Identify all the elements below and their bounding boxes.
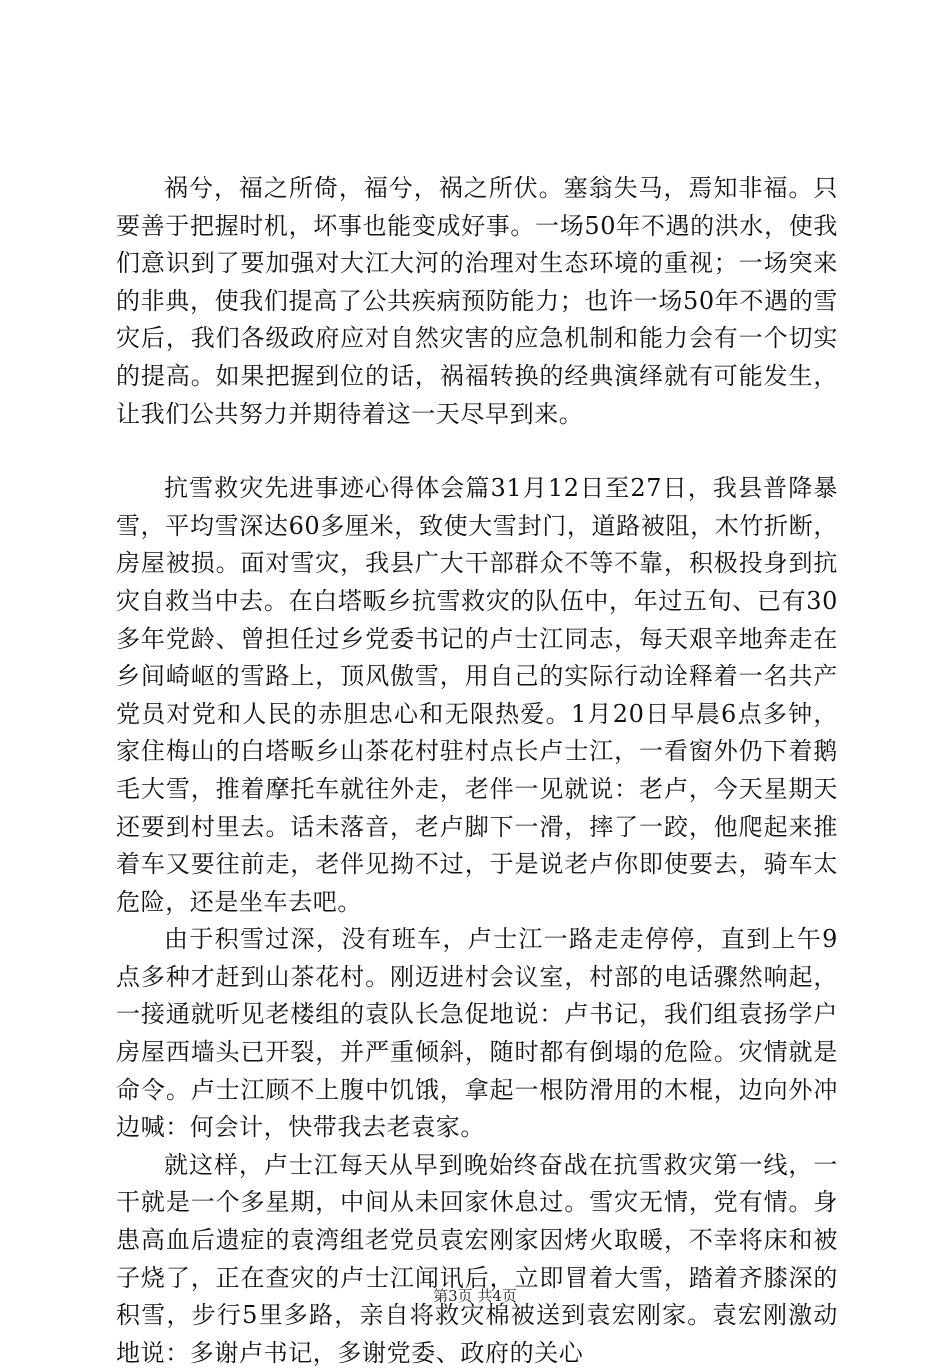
paragraph-article-intro: 抗雪救灾先进事迹心得体会篇31月12日至27日，我县普降暴雪，平均雪深达60多厘米，致使大雪封门，道路被阻，木竹折断，房屋被损。面对雪灾，我县广大干部群众不等不靠，积极投身到抗灾自救当中去。在白塔畈乡抗雪救灾的队伍中，年过五旬、已有30多年党龄、曾担任过乡党委书记的卢士江同志，每天艰辛地奔走在乡间崎岖的雪路上，顶风傲雪，用自己的实际行动诠释着一名共产党员对党和人民的赤胆忠心和无限热爱。1月20日早晨6点多钟，家住梅山的白塔畈乡山茶花村驻村点长卢士江，一看窗外仍下着鹅毛大雪，推着摩托车就往外走，老伴一见就说：老卢，今天星期天还要到村里去。话未落音，老卢脚下一滑，摔了一跤，他爬起来推着车又要往前走，老伴见拗不过，于是说老卢你即使要去，骑车太危险，还是坐车去吧。 — [116, 474, 838, 916]
paragraph-proverb: 祸兮，福之所倚，福兮，祸之所伏。塞翁失马，焉知非福。只要善于把握时机，坏事也能变成好事。一场50年不遇的洪水，使我们意识到了要加强对大江大河的治理对生态环境的重视；一场突来的非典，使我们提高了公共疾病预防能力；也许一场50年不遇的雪灾后，我们各级政府应对自然灾害的应急机制和能力会有一个切实的提高。如果把握到位的话，祸福转换的经典演绎就有可能发生，让我们公共努力并期待着这一天尽早到来。 — [116, 174, 838, 428]
body-text — [116, 170, 838, 1372]
paragraph-village-visit: 由于积雪过深，没有班车，卢士江一路走走停停，直到上午9点多种才赶到山茶花村。刚迈进村会议室，村部的电话骤然响起，一接通就听见老楼组的袁队长急促地说：卢书记，我们组袁扬学户房屋西墙头已开裂，并严重倾斜，随时都有倒塌的危险。灾情就是命令。卢士江顾不上腹中饥饿，拿起一根防滑用的木棍，边向外冲边喊：何会计，快带我去老袁家。 — [116, 925, 838, 1142]
page-footer: 第3页 共4页 — [433, 1287, 517, 1305]
paragraph-frontline-work: 就这样，卢士江每天从早到晚始终奋战在抗雪救灾第一线，一干就是一个多星期，中间从未回家休息过。雪灾无情，党有情。身患高血后遗症的袁湾组老党员袁宏刚家因烤火取暖，不幸将床和被子烧了，正在查灾的卢士江闻讯后，立即冒着大雪，踏着齐膝深的积雪，步行5里多路，亲自将救灾棉被送到袁宏刚家。袁宏刚激动地说：多谢卢书记，多谢党委、政府的关心 — [116, 1150, 838, 1367]
